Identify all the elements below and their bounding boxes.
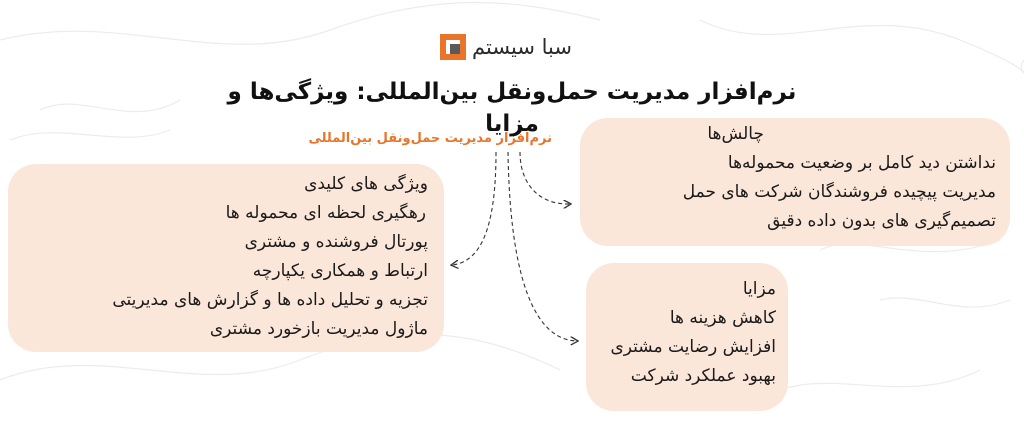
connector-to-benefits (508, 152, 577, 341)
feature-item: پورتال فروشنده و مشتری (244, 232, 428, 252)
challenge-item: مدیریت پیچیده فروشندگان شرکت های حمل (682, 182, 996, 202)
feature-item: رهگیری لحظه ای محموله ها (225, 203, 426, 223)
benefits-box (586, 263, 788, 411)
challenge-item: تصمیم‌گیری های بدون داده دقیق (767, 211, 996, 231)
feature-item: تجزیه و تحلیل داده ها و گزارش های مدیریتی (112, 290, 428, 310)
challenges-box (580, 118, 1010, 246)
features-heading: ویژگی های کلیدی (304, 174, 428, 194)
benefit-item: بهبود عملکرد شرکت (630, 366, 776, 386)
benefit-item: کاهش هزینه ها (669, 308, 776, 328)
features-box (8, 164, 444, 352)
feature-item: ارتباط و همکاری یکپارچه (252, 261, 428, 281)
page-title: نرم‌افزار مدیریت حمل‌ونقل بین‌المللی: ویژگی‌ها و مزایا (227, 79, 797, 137)
benefits-heading: مزایا (742, 279, 776, 299)
challenges-heading: چالش‌ها (707, 124, 764, 144)
feature-item: ماژول مدیریت بازخورد مشتری (209, 319, 428, 339)
benefit-item: افزایش رضایت مشتری (610, 337, 776, 357)
connector-to-challenges (520, 152, 570, 204)
logo-text: سبا سیستم (472, 35, 572, 59)
mindmap-root-label: نرم‌افزار مدیریت حمل‌ونقل بین‌المللی (308, 131, 552, 146)
challenge-item: نداشتن دید کامل بر وضعیت محموله‌ها (727, 153, 996, 173)
connector-to-features (452, 152, 496, 265)
